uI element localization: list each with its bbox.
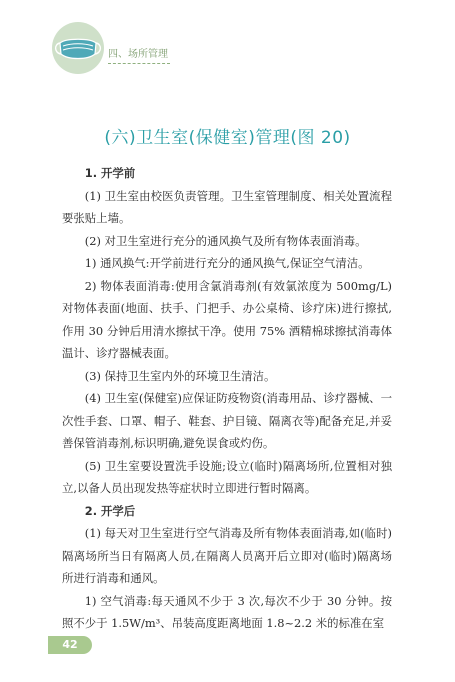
paragraph: 1) 空气消毒:每天通风不少于 3 次,每次不少于 30 分钟。按照不少于 1.5W/m³、吊装高度距离地面 1.8~2.2 米的标准在室 bbox=[62, 593, 392, 630]
paragraph: (2) 对卫生室进行充分的通风换气及所有物体表面消毒。 bbox=[84, 233, 367, 248]
paragraph: 1) 通风换气:开学前进行充分的通风换气,保证空气清洁。 bbox=[84, 256, 370, 270]
paragraph: (3) 保持卫生室内外的环境卫生清洁。 bbox=[84, 368, 276, 383]
paragraph: (5) 卫生室要设置洗手设施;设立(临时)隔离场所,位置相对独立,以备人员出现发热等症状时立即进行暂时隔离。 bbox=[62, 458, 392, 495]
subheading-after-school: 2. 开学后 bbox=[84, 503, 136, 518]
subheading-before-school: 1. 开学前 bbox=[84, 166, 136, 180]
page-title: (六)卫生室(保健室)管理(图 20) bbox=[104, 128, 351, 148]
paragraph: (1) 卫生室由校医负责管理。卫生室管理制度、相关处置流程要张贴上墙。 bbox=[62, 188, 392, 225]
section-divider bbox=[108, 63, 170, 64]
face-mask-icon bbox=[52, 22, 104, 74]
paragraph: 2) 物体表面消毒:使用含氯消毒剂(有效氯浓度为 500mg/L)对物体表面(地面、扶手、门把手、办公桌椅、诊疗床)进行擦拭,作用 30 分钟后用清水擦拭干净。使用 75% 酒精棉球擦拭消毒体温计、诊疗器械表面。 bbox=[62, 278, 392, 360]
paragraph: (4) 卫生室(保健室)应保证防疫物资(消毒用品、诊疗器械、一次性手套、口罩、帽子、鞋套、护目镜、隔离衣等)配备充足,并妥善保管消毒剂,标识明确,避免误食或灼伤。 bbox=[62, 391, 392, 450]
body-text bbox=[62, 162, 392, 635]
paragraph: (1) 每天对卫生室进行空气消毒及所有物体表面消毒,如(临时)隔离场所当日有隔离人员,在隔离人员离开后立即对(临时)隔离场所进行消毒和通风。 bbox=[62, 526, 392, 585]
section-label: 四、场所管理 bbox=[108, 49, 168, 60]
page-header bbox=[0, 0, 455, 90]
page-number: 42 bbox=[48, 636, 92, 654]
